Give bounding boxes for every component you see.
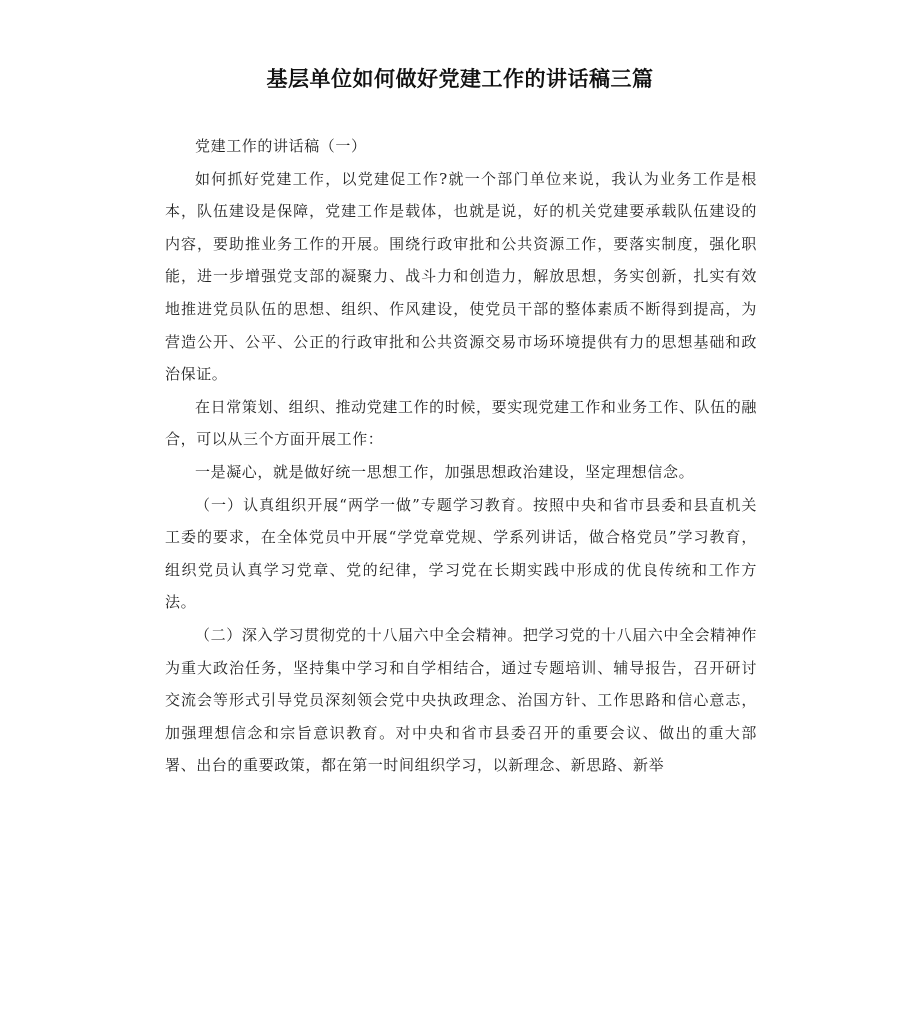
body-paragraph: 如何抓好党建工作，以党建促工作?就一个部门单位来说，我认为业务工作是根本，队伍建设是保障，党建工作是载体，也就是说，好的机关党建要承载队伍建设的内容，要助推业务工作的开展。围绕行政审批和公共资源工作，要落实制度，强化职能，进一步增强党支部的凝聚力、战斗力和创造力，解放思想，务实创新，扎实有效地推进党员队伍的思想、组织、作风建设，使党员干部的整体素质不断得到提高，为营造公开、公平、公正的行政审批和公共资源交易市场环境提供有力的思想基础和政治保证。: [165, 169, 757, 384]
body-paragraph: （一）认真组织开展“两学一做”专题学习教育。按照中央和省市县委和县直机关工委的要求，在全体党员中开展“学党章党规、学系列讲话，做合格党员”学习教育，组织党员认真学习党章、党的纪律，学习党在长期实践中形成的优良传统和工作方法。: [165, 495, 757, 612]
body-paragraph: 一是凝心，就是做好统一思想工作，加强思想政治建设，坚定理想信念。: [195, 462, 695, 481]
document-body: [165, 130, 757, 782]
body-paragraph: 在日常策划、组织、推动党建工作的时候，要实现党建工作和业务工作、队伍的融合，可以从三个方面开展工作：: [165, 397, 757, 449]
body-paragraph: （二）深入学习贯彻党的十八届六中全会精神。把学习党的十八届六中全会精神作为重大政治任务，坚持集中学习和自学相结合，通过专题培训、辅导报告，召开研讨交流会等形式引导党员深刻领会党中央执政理念、治国方针、工作思路和信心意志，加强理想信念和宗旨意识教育。对中央和省市县委召开的重要会议、做出的重大部署、出台的重要政策，都在第一时间组织学习，以新理念、新思路、新举: [165, 625, 757, 775]
section-heading: 党建工作的讲话稿（一）: [195, 137, 367, 155]
document-title: 基层单位如何做好党建工作的讲话稿三篇: [266, 67, 654, 91]
